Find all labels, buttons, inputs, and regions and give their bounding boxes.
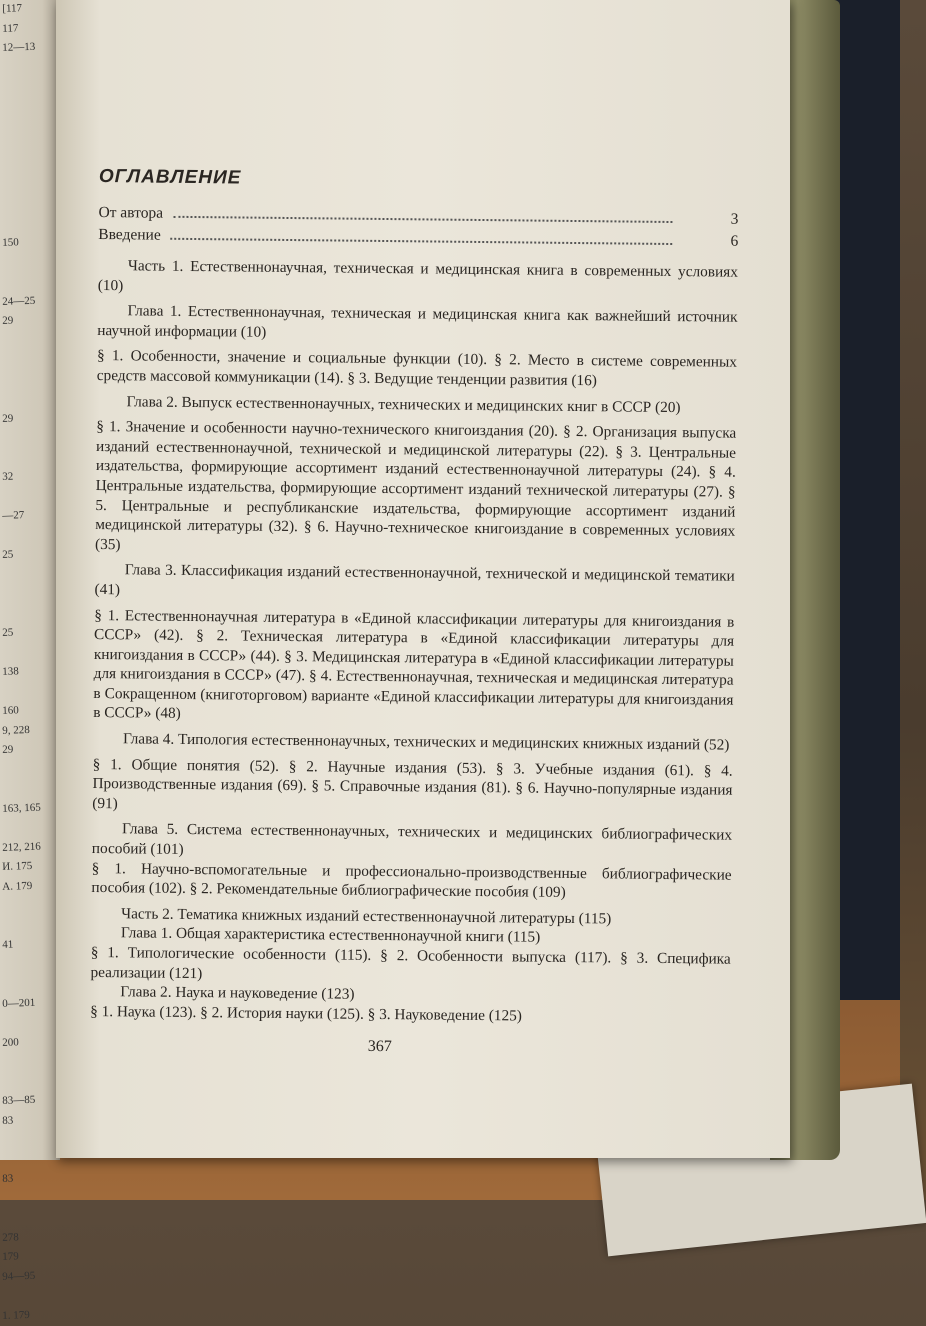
left-page-fragment xyxy=(0,1012,61,1034)
left-page-fragment xyxy=(0,95,61,117)
left-page-fragment xyxy=(0,446,61,468)
toc-entry-label: Введение xyxy=(98,225,161,244)
left-page-fragment xyxy=(0,56,61,78)
toc-entry-page: 6 xyxy=(730,232,739,250)
section-list: § 1. Научно-вспомогательные и профессионально-производственные библиографические пособия (102). § 2. Рекомендательные библиографические пособия (109) xyxy=(91,859,732,902)
chapter-heading: Глава 1. Общая характеристика естественнонаучной книги (115) xyxy=(120,924,541,947)
left-page-fragment: 83—85 xyxy=(2,1093,36,1107)
left-page-fragment: 160 xyxy=(2,704,20,717)
left-page-fragment: 32 xyxy=(2,470,14,483)
leader-dots xyxy=(173,216,672,223)
left-page-fragment: 29 xyxy=(2,412,14,425)
bleed-through-text xyxy=(176,6,776,156)
left-page-fragment xyxy=(0,427,61,449)
left-page-fragment xyxy=(0,973,61,995)
left-page-fragments xyxy=(0,0,60,1326)
left-page-fragment xyxy=(0,76,61,98)
chapter-heading: Глава 1. Естественнонаучная, техническая и медицинская книга как важнейший источник научной информации (10) xyxy=(97,302,738,341)
section-list: § 1. Наука (123). § 2. История науки (125). § 3. Науковедение (125) xyxy=(90,1002,522,1025)
chapter-heading: Глава 4. Типология естественнонаучных, технических и медицинских книжных изданий (52) xyxy=(122,730,730,754)
left-page-fragment xyxy=(0,1285,61,1307)
left-page-fragment: 150 xyxy=(2,236,20,249)
left-page-fragment xyxy=(0,388,61,410)
left-page-fragment xyxy=(0,641,61,663)
chapter-heading: Глава 2. Выпуск естественнонаучных, технических и медицинских книг в СССР (20) xyxy=(126,392,681,416)
left-page-fragment xyxy=(0,524,61,546)
left-page-fragment: 138 xyxy=(2,665,20,678)
left-page-fragment: 83 xyxy=(2,1114,14,1127)
left-page-fragment: 41 xyxy=(2,938,14,951)
left-page-fragment xyxy=(0,1148,61,1170)
left-page-sliver xyxy=(0,0,60,1322)
chapter-heading: Глава 3. Классификация изданий естественнонаучной, технической и медицинской тематики (41) xyxy=(94,561,735,599)
chapter-heading: Глава 5. Система естественнонаучных, технических и медицинских библиографических пособий (101) xyxy=(91,820,733,858)
left-page-fragment: 0—201 xyxy=(2,996,36,1010)
chapter-heading: Глава 2. Наука и науковедение (123) xyxy=(120,983,355,1003)
toc-heading: ОГЛАВЛЕНИЕ xyxy=(98,166,242,189)
left-page-fragment: 117 xyxy=(2,21,19,35)
left-page-fragment: 29 xyxy=(2,743,14,756)
left-page-fragment: 25 xyxy=(2,626,14,639)
left-page-fragment xyxy=(0,349,61,371)
left-page-fragment: —27 xyxy=(2,509,25,522)
left-page-fragment xyxy=(0,115,61,137)
left-page-fragment: 1. 179 xyxy=(2,1308,31,1322)
left-page-fragment: И. 175 xyxy=(2,859,33,873)
left-page-fragment xyxy=(0,1051,61,1073)
left-page-fragment xyxy=(0,329,61,351)
left-page-fragment: 179 xyxy=(2,1250,20,1263)
left-page-fragment: А. 179 xyxy=(2,879,33,893)
left-page-fragment: [117 xyxy=(2,2,23,15)
left-page-fragment: 212, 216 xyxy=(2,840,41,854)
left-page-fragment xyxy=(0,485,61,507)
left-page-fragment xyxy=(0,1070,61,1092)
left-page-fragment xyxy=(0,193,61,215)
left-page-fragment xyxy=(0,251,61,273)
toc-entry-label: От автора xyxy=(98,203,164,222)
page-number: 367 xyxy=(367,1038,392,1056)
left-page-fragment: 9, 228 xyxy=(2,723,31,737)
left-page-fragment xyxy=(0,602,61,624)
left-page-fragment xyxy=(0,817,61,839)
part-heading: Часть 2. Тематика книжных изданий естественнонаучной литературы (115) xyxy=(121,905,612,928)
left-page-fragment: 12—13 xyxy=(2,40,36,54)
section-list: § 1. Особенности, значение и социальные функции (10). § 2. Место в системе современных средств массовой коммуникации (14). § 3. Ведущие тенденции развития (16) xyxy=(96,347,738,390)
left-page-fragment xyxy=(0,778,61,800)
book-page xyxy=(56,0,790,1158)
left-page-fragment xyxy=(0,953,61,975)
left-page-fragment xyxy=(0,758,61,780)
section-list: § 1. Общие понятия (52). § 2. Научные издания (53). § 3. Учебные издания (61). § 4. Производственные издания (69). § 5. Справочные издания (81). § 6. Научно-популярные издания (91) xyxy=(92,755,733,813)
left-page-fragment: 29 xyxy=(2,314,14,327)
left-page-fragment xyxy=(0,368,61,390)
section-list: § 1. Значение и особенности научно-технического книгоиздания (20). § 2. Организация выпуска изданий естественнонаучной, технической и медицинской литературы (22). § 3. Центральные издательства, формирующие ассортимент изданий естественнонаучной литературы (24). § 4. Центральные издательства, формирующие ассортимент изданий технической литературы (27). § 5. Центральные и республиканские издательства, формирующие ассортимент изданий медицинской литературы (32). § 6. Научно-техническое книгоиздание в современных условиях (35) xyxy=(94,418,737,553)
left-page-fragment xyxy=(0,583,61,605)
left-page-fragment xyxy=(0,914,61,936)
toc-entry-page: 3 xyxy=(730,210,739,228)
left-page-fragment: 278 xyxy=(2,1230,20,1244)
left-page-fragment: 25 xyxy=(2,548,14,561)
part-heading: Часть 1. Естественнонаучная, техническая и медицинская книга в современных условиях (10) xyxy=(97,257,739,294)
left-page-fragment xyxy=(0,212,61,234)
leader-dots xyxy=(171,238,673,245)
left-page-fragment xyxy=(0,1207,61,1229)
left-page-fragment xyxy=(0,895,61,917)
left-page-fragment: 94—95 xyxy=(2,1269,36,1283)
left-page-fragment xyxy=(0,271,61,293)
left-page-fragment xyxy=(0,173,61,195)
background-dark xyxy=(830,0,900,1000)
left-page-fragment xyxy=(0,154,61,176)
left-page-fragment xyxy=(0,563,61,585)
left-page-fragment: 24—25 xyxy=(2,294,36,308)
section-list: § 1. Типологические особенности (115). § 2. Особенности выпуска (117). § 3. Специфика реализации (121) xyxy=(90,943,731,982)
left-page-fragment xyxy=(0,1187,61,1209)
left-page-fragment: 163, 165 xyxy=(2,801,41,815)
left-page-fragment xyxy=(0,1129,61,1151)
section-list: § 1. Естественнонаучная литература в «Единой классификации литературы для книгоиздания в СССР» (42). § 2. Техническая литература в «Единой классификации литературы для книгоиздания в СССР» (44). § 3. Медицинская литература в «Единой классификации литературы для книгоиздания в СССР» (47). § 4. Естественнонаучная, техническая и медицинская литература в Сокращенном (книготорговом) варианте «Единой классификации литературы для книгоиздания в СССР» (48) xyxy=(93,606,735,723)
left-page-fragment xyxy=(0,134,61,156)
left-page-fragment: 83 xyxy=(2,1172,14,1185)
left-page-fragment xyxy=(0,680,61,702)
left-page-fragment: 200 xyxy=(2,1035,20,1049)
toc-content xyxy=(90,166,739,1060)
